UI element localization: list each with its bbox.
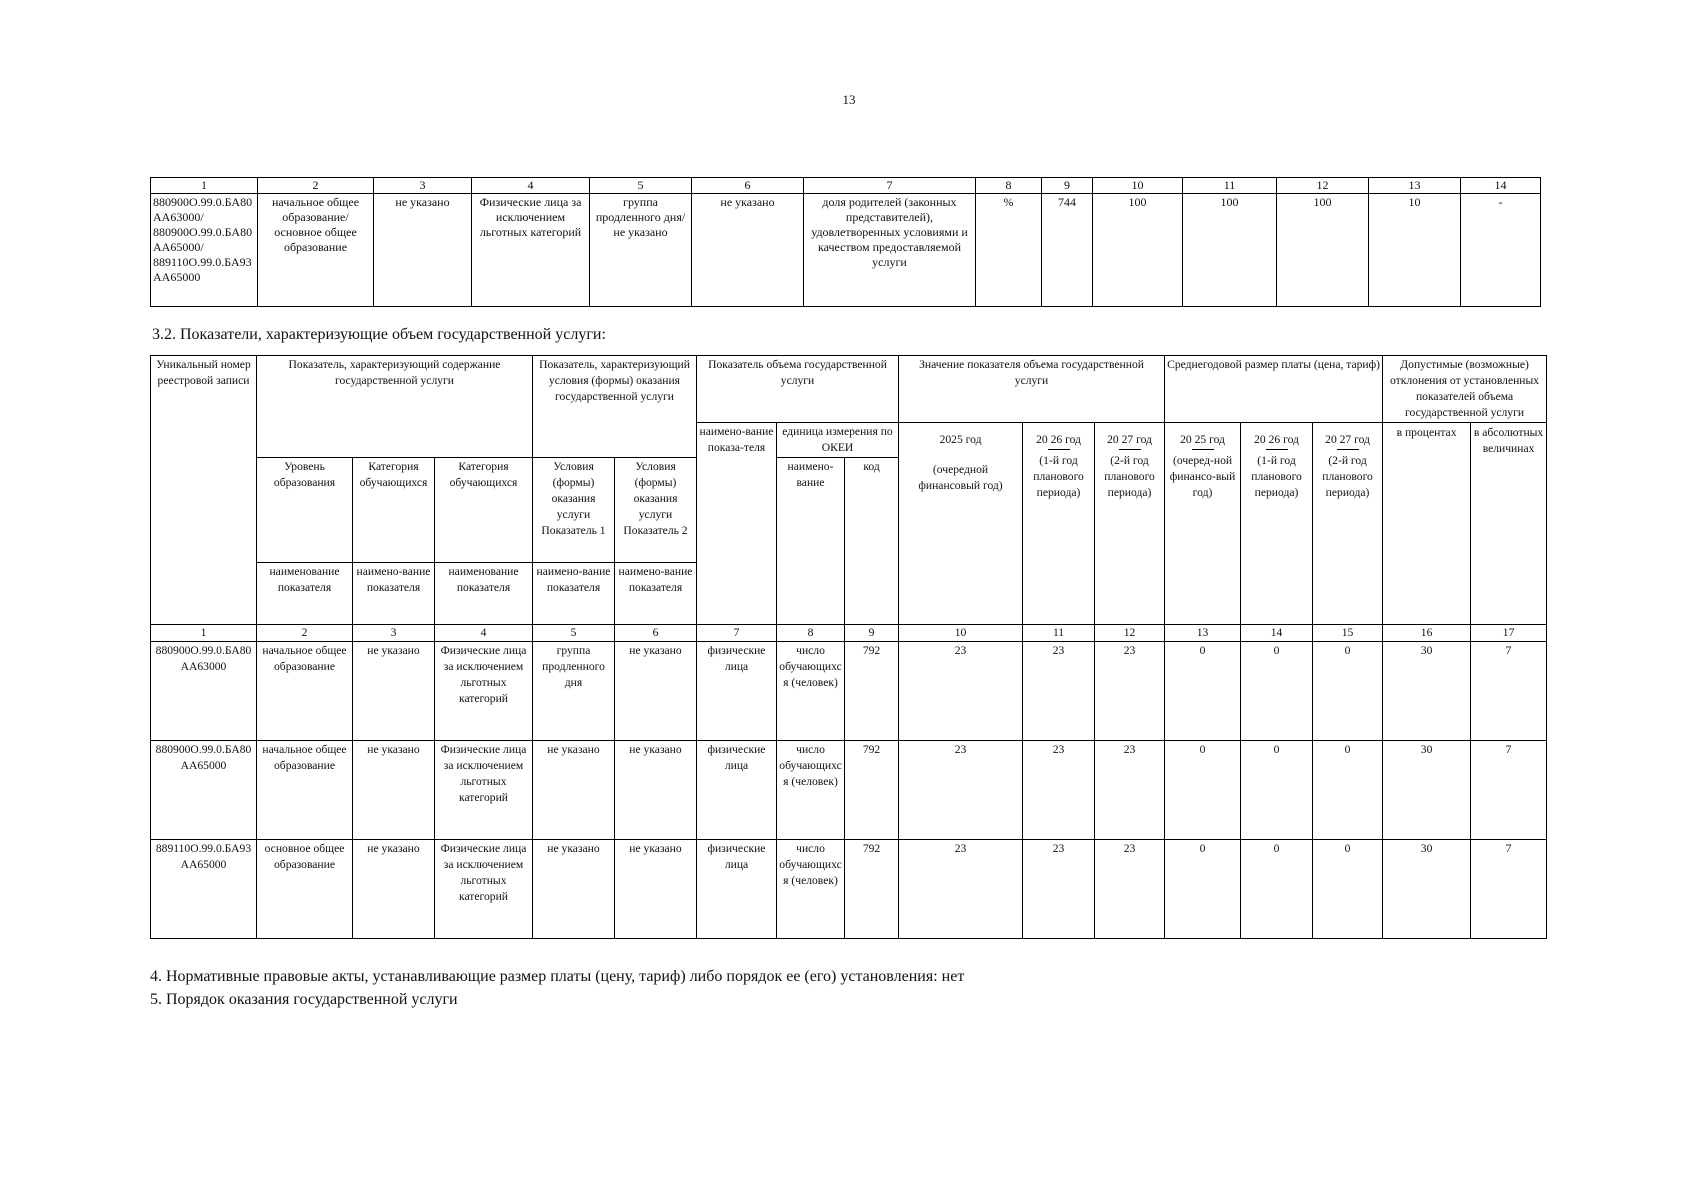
col-number: 9 (845, 625, 899, 642)
condition-1: группа продленного дня (533, 642, 615, 741)
fee-cell: 0 (1165, 840, 1241, 939)
value-cell: 23 (1023, 642, 1095, 741)
col-number: 7 (804, 178, 976, 194)
header-indicator-label: наимено-вание показателя (533, 563, 615, 625)
col-number: 2 (257, 625, 353, 642)
indicator-name: физические лица (697, 741, 777, 840)
student-category: не указано (353, 840, 435, 939)
fee-cell: 0 (1313, 741, 1383, 840)
header-education-level: Уровень образования (257, 458, 353, 563)
value-cell: 23 (1095, 840, 1165, 939)
col-number: 8 (976, 178, 1042, 194)
table2-column-numbers (151, 625, 1547, 642)
year-sub: (2-й год планового периода) (1322, 454, 1373, 499)
header-indicator-label: наименование показателя (435, 563, 533, 625)
col-number: 12 (1277, 178, 1369, 194)
header-fee: Среднегодовой размер платы (цена, тариф) (1165, 356, 1383, 423)
indicator-name: физические лица (697, 840, 777, 939)
year-sub: (1-й год планового периода) (1251, 454, 1302, 499)
persons-category: Физические лица за исключением льготных категорий (435, 741, 533, 840)
header-row-1 (151, 356, 1547, 423)
fee-cell: 0 (1241, 642, 1313, 741)
fee-cell: 0 (1165, 642, 1241, 741)
indicator-name: доля родителей (законных представителей), удовлетворенных условиями и качеством предоставляемой услуги (804, 194, 976, 307)
year-label: 20 27 год (1325, 433, 1370, 446)
condition-2: не указано (615, 840, 697, 939)
header-indicator-label: наимено-вание показателя (353, 563, 435, 625)
education-level: начальное общее образование (257, 642, 353, 741)
col-number: 10 (899, 625, 1023, 642)
quality-indicators-table (150, 177, 1541, 307)
education-level: основное общее образование (257, 840, 353, 939)
student-category: не указано (374, 194, 472, 307)
unit-code: 792 (845, 741, 899, 840)
header-okei: единица измерения по ОКЕИ (777, 423, 899, 458)
col-number: 6 (615, 625, 697, 642)
persons-category: Физические лица за исключением льготных категорий (472, 194, 590, 307)
col-number: 13 (1369, 178, 1461, 194)
student-category: не указано (353, 741, 435, 840)
unit-name: число обучающихся (человек) (777, 642, 845, 741)
unit-code: 792 (845, 642, 899, 741)
col-number: 3 (374, 178, 472, 194)
year-label: 2025 год (939, 433, 982, 446)
value-cell: 23 (1023, 840, 1095, 939)
value-cell: 23 (1023, 741, 1095, 840)
header-category-1: Категория обучающихся (353, 458, 435, 563)
year-sub: (очеред-ной финансо-вый год) (1169, 454, 1236, 499)
unit-code: 792 (845, 840, 899, 939)
section-5-text: 5. Порядок оказания государственной услуги (150, 991, 458, 1008)
deviation-cell: 30 (1383, 642, 1471, 741)
header-condition-2: Условия (формы) оказания услуги Показатель 2 (615, 458, 697, 563)
fee-cell: 0 (1313, 840, 1383, 939)
header-indicator-label: наимено-вание показателя (615, 563, 697, 625)
col-number: 6 (692, 178, 804, 194)
unit-name: число обучающихся (человек) (777, 741, 845, 840)
header-fee-2026 (1241, 423, 1313, 625)
year-label: 20 27 год (1107, 433, 1152, 446)
col-number: 9 (1042, 178, 1093, 194)
col-number: 1 (151, 625, 257, 642)
year-sub: (2-й год планового периода) (1104, 454, 1155, 499)
col-number: 5 (533, 625, 615, 642)
header-dev-percent: в процентах (1383, 423, 1471, 625)
unit-name: % (976, 194, 1042, 307)
condition-1: не указано (533, 840, 615, 939)
header-okei-code: код (845, 458, 899, 625)
col-number: 15 (1313, 625, 1383, 642)
header-conditions: Показатель, характеризующий условия (формы) оказания государственной услуги (533, 356, 697, 458)
value-cell: 23 (1095, 642, 1165, 741)
header-registry: Уникальный номер реестровой записи (151, 356, 257, 625)
year-label: 20 25 год (1180, 433, 1225, 446)
registry-number: 880900О.99.0.БА80АА63000/ 880900О.99.0.БА80АА65000/ 889110О.99.0.БА93АА65000 (151, 194, 258, 307)
fee-cell: 0 (1241, 741, 1313, 840)
persons-category: Физические лица за исключением льготных категорий (435, 840, 533, 939)
col-number: 10 (1093, 178, 1183, 194)
registry-number: 880900О.99.0.БА80АА63000 (151, 642, 257, 741)
education-level: начальное общее образование (257, 741, 353, 840)
col-number: 3 (353, 625, 435, 642)
col-number: 17 (1471, 625, 1547, 642)
col-number: 11 (1183, 178, 1277, 194)
col-number: 4 (435, 625, 533, 642)
fee-cell: 0 (1165, 741, 1241, 840)
table-row (151, 741, 1547, 840)
header-deviation: Допустимые (возможные) отклонения от установленных показателей объема государственной услуги (1383, 356, 1547, 423)
value-cell: 23 (899, 642, 1023, 741)
year-label: 20 26 год (1036, 433, 1081, 446)
deviation-cell: 7 (1471, 741, 1547, 840)
value-cell: 100 (1093, 194, 1183, 307)
registry-number: 889110О.99.0.БА93АА65000 (151, 840, 257, 939)
condition-2: не указано (615, 741, 697, 840)
col-number: 11 (1023, 625, 1095, 642)
header-year-2026 (1023, 423, 1095, 625)
header-okei-name: наимено-вание (777, 458, 845, 625)
deviation-cell: 30 (1383, 741, 1471, 840)
header-fee-2025 (1165, 423, 1241, 625)
col-number: 16 (1383, 625, 1471, 642)
col-number: 1 (151, 178, 258, 194)
col-number: 2 (258, 178, 374, 194)
year-sub: (1-й год планового периода) (1033, 454, 1084, 499)
deviation-cell: 7 (1471, 642, 1547, 741)
service-form: группа продленного дня/ не указано (590, 194, 692, 307)
header-volume: Показатель объема государственной услуги (697, 356, 899, 423)
header-dev-absolute: в абсолютных величинах (1471, 423, 1547, 625)
section-title: 3.2. Показатели, характеризующие объем государственной услуги: (152, 326, 606, 343)
fee-cell: 0 (1313, 642, 1383, 741)
unit-name: число обучающихся (человек) (777, 840, 845, 939)
year-label: 20 26 год (1254, 433, 1299, 446)
header-value: Значение показателя объема государственной услуги (899, 356, 1165, 423)
header-condition-1: Условия (формы) оказания услуги Показатель 1 (533, 458, 615, 563)
service-form-2: не указано (692, 194, 804, 307)
deviation-cell: 7 (1471, 840, 1547, 939)
col-number: 13 (1165, 625, 1241, 642)
section-4-text: 4. Нормативные правовые акты, устанавливающие размер платы (цену, тариф) либо порядок ее (его) установления: нет (150, 968, 965, 985)
value-cell: 100 (1183, 194, 1277, 307)
page-number: 13 (842, 92, 856, 107)
header-indicator-name: наимено-вание показа-теля (697, 423, 777, 625)
table-row (151, 840, 1547, 939)
col-number: 14 (1241, 625, 1313, 642)
education-level: начальное общее образование/ основное общее образование (258, 194, 374, 307)
value-cell: 100 (1277, 194, 1369, 307)
header-category-2: Категория обучающихся (435, 458, 533, 563)
col-number: 7 (697, 625, 777, 642)
condition-2: не указано (615, 642, 697, 741)
deviation-cell: 30 (1383, 840, 1471, 939)
table1-column-numbers (151, 178, 1541, 194)
header-year-2027 (1095, 423, 1165, 625)
col-number: 8 (777, 625, 845, 642)
value-cell: 23 (899, 741, 1023, 840)
value-cell: 23 (899, 840, 1023, 939)
value-cell: 23 (1095, 741, 1165, 840)
registry-number: 880900О.99.0.БА80АА65000 (151, 741, 257, 840)
col-number: 14 (1461, 178, 1541, 194)
condition-1: не указано (533, 741, 615, 840)
value-cell: - (1461, 194, 1541, 307)
unit-code: 744 (1042, 194, 1093, 307)
header-fee-2027 (1313, 423, 1383, 625)
indicator-name: физические лица (697, 642, 777, 741)
col-number: 5 (590, 178, 692, 194)
fee-cell: 0 (1241, 840, 1313, 939)
col-number: 4 (472, 178, 590, 194)
persons-category: Физические лица за исключением льготных категорий (435, 642, 533, 741)
header-indicator-label: наименование показателя (257, 563, 353, 625)
value-cell: 10 (1369, 194, 1461, 307)
col-number: 12 (1095, 625, 1165, 642)
student-category: не указано (353, 642, 435, 741)
volume-indicators-table (150, 355, 1547, 939)
table-row (151, 194, 1541, 307)
header-content: Показатель, характеризующий содержание государственной услуги (257, 356, 533, 458)
year-sub: (очередной финансовый год) (918, 463, 1003, 492)
header-year-2025 (899, 423, 1023, 625)
table-row (151, 642, 1547, 741)
